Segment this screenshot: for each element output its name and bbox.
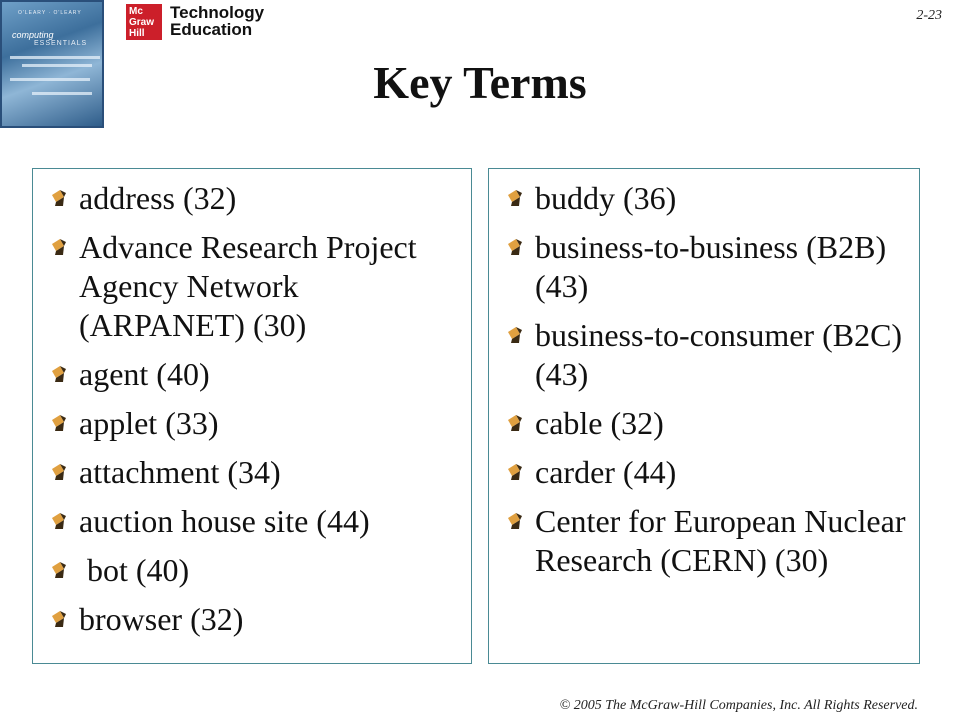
key-term-item [43, 453, 461, 492]
key-term-text: agent (40) [79, 356, 210, 392]
pencil-bullet-icon [51, 610, 67, 628]
left-terms-panel [32, 168, 472, 664]
key-term-text: browser (32) [79, 601, 244, 637]
copyright-footer: © 2005 The McGraw-Hill Companies, Inc. All Rights Reserved. [559, 698, 918, 713]
key-term-item [43, 355, 461, 394]
pencil-bullet-icon [507, 512, 523, 530]
key-term-item [499, 502, 914, 580]
key-term-text: auction house site (44) [79, 503, 370, 539]
key-term-text: carder (44) [535, 454, 677, 490]
publisher-name [170, 4, 264, 38]
pencil-bullet-icon [51, 463, 67, 481]
key-term-item [43, 179, 461, 218]
logo-line: Graw [129, 17, 155, 28]
key-term-item [43, 600, 461, 639]
key-term-item [43, 228, 461, 345]
key-term-text: cable (32) [535, 405, 664, 441]
slide-number: 2-23 [916, 8, 942, 23]
pencil-bullet-icon [51, 189, 67, 207]
publisher-line: Technology [170, 3, 265, 22]
key-term-item [499, 453, 909, 492]
cover-title: computing [12, 30, 54, 40]
pencil-bullet-icon [51, 238, 67, 256]
key-term-item [499, 228, 909, 306]
slide-title: Key Terms [373, 57, 587, 108]
pencil-bullet-icon [51, 365, 67, 383]
pencil-bullet-icon [507, 189, 523, 207]
pencil-bullet-icon [507, 326, 523, 344]
key-term-item [43, 404, 461, 443]
key-term-item [499, 404, 909, 443]
key-term-text: buddy (36) [535, 180, 677, 216]
key-term-text: Center for European Nuclear Research (CERN) (30) [535, 503, 914, 578]
key-term-text: Advance Research Project Agency Network (ARPANET) (30) [79, 229, 423, 343]
key-term-item [499, 179, 909, 218]
key-term-text: bot (40) [79, 552, 190, 588]
logo-line: Mc [129, 6, 143, 17]
key-term-text: attachment (34) [79, 454, 281, 490]
pencil-bullet-icon [507, 463, 523, 481]
key-term-text: address (32) [79, 180, 237, 216]
right-terms-panel [488, 168, 920, 664]
publisher-line: Education [170, 20, 253, 39]
pencil-bullet-icon [507, 414, 523, 432]
right-terms-list [499, 179, 914, 580]
cover-subtitle: ESSENTIALS [34, 40, 88, 47]
left-terms-list [43, 179, 461, 639]
key-term-item [499, 316, 909, 394]
pencil-bullet-icon [51, 561, 67, 579]
key-term-item [43, 551, 461, 590]
logo-line: Hill [129, 28, 145, 39]
key-term-text: business-to-business (B2B) (43) [535, 229, 895, 304]
key-term-text: applet (33) [79, 405, 219, 441]
pencil-bullet-icon [51, 512, 67, 530]
pencil-bullet-icon [507, 238, 523, 256]
pencil-bullet-icon [51, 414, 67, 432]
key-term-item [43, 502, 461, 541]
mcgraw-hill-logo [126, 4, 162, 40]
key-term-text: business-to-consumer (B2C) (43) [535, 317, 911, 392]
cover-authors: O'LEARY · O'LEARY [18, 10, 82, 16]
